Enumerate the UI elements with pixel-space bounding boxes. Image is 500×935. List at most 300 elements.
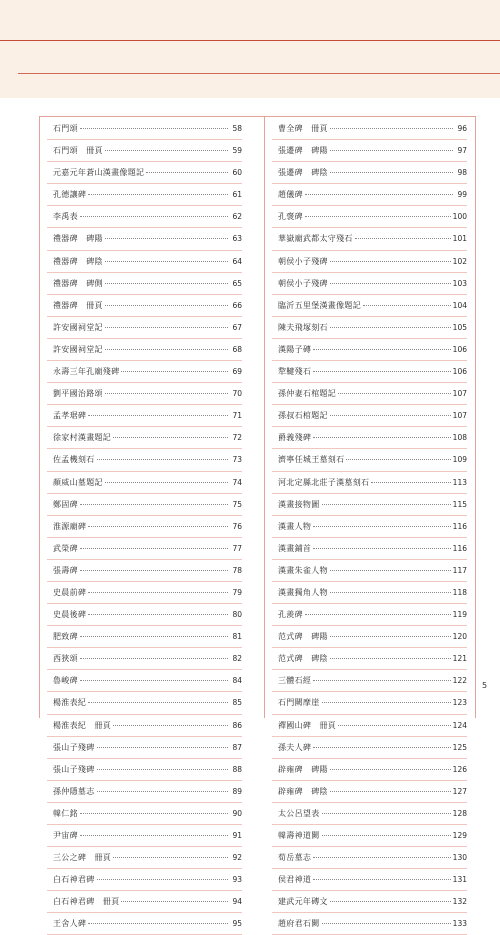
toc-entry bbox=[47, 273, 242, 295]
toc-entry-title: 孟孝琚碑 bbox=[53, 411, 87, 421]
dot-leader bbox=[330, 128, 453, 129]
toc-entry bbox=[272, 913, 467, 935]
toc-entry-title: 張壽碑 bbox=[53, 565, 78, 575]
toc-entry-page: 62 bbox=[232, 212, 242, 222]
toc-entry-page: 120 bbox=[452, 632, 467, 642]
toc-entry-page: 75 bbox=[232, 499, 242, 509]
toc-entry-page: 116 bbox=[452, 543, 467, 553]
header-band bbox=[0, 0, 500, 98]
toc-entry-page: 98 bbox=[457, 168, 467, 178]
toc-entry bbox=[272, 251, 467, 273]
dot-leader bbox=[313, 526, 450, 527]
toc-entry bbox=[47, 648, 242, 670]
dot-leader bbox=[80, 658, 228, 659]
toc-entry-title: 漢畫接物圖 bbox=[278, 499, 320, 509]
toc-entry-title: 楊淮表紀 bbox=[53, 698, 87, 708]
dot-leader bbox=[371, 482, 450, 483]
toc-entry bbox=[47, 847, 242, 869]
toc-entry-page: 89 bbox=[232, 786, 242, 796]
toc-entry-page: 58 bbox=[232, 124, 242, 133]
toc-entry-page: 71 bbox=[232, 411, 242, 421]
toc-entry-page: 109 bbox=[452, 455, 467, 465]
toc-entry-page: 106 bbox=[452, 344, 467, 354]
toc-entry-page: 99 bbox=[457, 190, 467, 200]
toc-entry-title: 朝侯小子殘碑 bbox=[278, 256, 328, 266]
toc-entry bbox=[47, 692, 242, 714]
toc-entry-title: 漢陽子磚 bbox=[278, 344, 312, 354]
toc-entry-title: 荀岳墓志 bbox=[278, 853, 312, 863]
dot-leader bbox=[80, 216, 228, 217]
toc-entry-title: 河北定縣北莊子漢墓刻石 bbox=[278, 477, 370, 487]
dot-leader bbox=[105, 150, 228, 151]
dot-leader bbox=[97, 747, 229, 748]
toc-entry-page: 97 bbox=[457, 146, 467, 156]
toc-entry-page: 133 bbox=[452, 919, 467, 929]
toc-entry-title: 許安國祠堂記 bbox=[53, 344, 103, 354]
toc-entry bbox=[272, 383, 467, 405]
dot-leader bbox=[105, 482, 228, 483]
toc-entry-title: 白石神君碑 bbox=[53, 875, 95, 885]
toc-entry-page: 87 bbox=[232, 742, 242, 752]
toc-entry-page: 125 bbox=[452, 742, 467, 752]
toc-entry bbox=[272, 317, 467, 339]
toc-entry bbox=[272, 715, 467, 737]
toc-entry-page: 60 bbox=[232, 168, 242, 178]
toc-entry-title: 范式碑 碑陰 bbox=[278, 654, 328, 664]
column-divider bbox=[264, 116, 265, 718]
toc-entry bbox=[272, 206, 467, 228]
toc-entry bbox=[47, 869, 242, 891]
dot-leader bbox=[363, 305, 451, 306]
toc-entry bbox=[272, 339, 467, 361]
toc-entry bbox=[47, 295, 242, 317]
dot-leader bbox=[105, 305, 228, 306]
toc-entry-title: 三體石經 bbox=[278, 676, 312, 686]
toc-entry bbox=[47, 339, 242, 361]
toc-entry bbox=[47, 472, 242, 494]
dot-leader bbox=[322, 813, 451, 814]
dot-leader bbox=[305, 614, 451, 615]
toc-right-column bbox=[272, 118, 467, 935]
toc-entry bbox=[272, 118, 467, 140]
toc-entry bbox=[272, 847, 467, 869]
toc-entry-page: 119 bbox=[452, 610, 467, 620]
toc-entry-page: 126 bbox=[452, 764, 467, 774]
toc-entry-page: 68 bbox=[232, 344, 242, 354]
toc-entry-page: 59 bbox=[232, 146, 242, 156]
toc-entry-title: 孔羨碑 bbox=[278, 610, 303, 620]
toc-entry-title: 禪國山碑 冊頁 bbox=[278, 720, 337, 730]
toc-entry-title: 漢畫鋪首 bbox=[278, 543, 312, 553]
toc-entry-title: 禮器碑 碑側 bbox=[53, 278, 103, 288]
toc-entry-title: 禮器碑 冊頁 bbox=[53, 300, 103, 310]
toc-entry bbox=[47, 206, 242, 228]
toc-entry-title: 三公之碑 冊頁 bbox=[53, 853, 112, 863]
toc-entry-title: 孔德讓碑 bbox=[53, 190, 87, 200]
dot-leader bbox=[97, 879, 229, 880]
toc-entry-page: 123 bbox=[452, 698, 467, 708]
toc-entry bbox=[47, 781, 242, 803]
toc-entry-title: 漢畫朱雀人物 bbox=[278, 565, 328, 575]
toc-entry bbox=[272, 648, 467, 670]
toc-entry-page: 100 bbox=[452, 212, 467, 222]
toc-entry-page: 108 bbox=[452, 433, 467, 443]
toc-entry-title: 張山子殘碑 bbox=[53, 764, 95, 774]
dot-leader bbox=[330, 570, 451, 571]
toc-entry-title: 朝侯小子殘碑 bbox=[278, 278, 328, 288]
toc-entry-page: 65 bbox=[232, 278, 242, 288]
dot-leader bbox=[330, 172, 453, 173]
toc-entry-page: 94 bbox=[232, 897, 242, 907]
dot-leader bbox=[80, 570, 228, 571]
toc-entry-page: 103 bbox=[452, 278, 467, 288]
toc-entry bbox=[272, 295, 467, 317]
toc-entry-title: 尹宙碑 bbox=[53, 831, 78, 840]
toc-entry-page: 116 bbox=[452, 521, 467, 531]
toc-entry-title: 淮源廟碑 bbox=[53, 521, 87, 531]
dot-leader bbox=[330, 658, 451, 659]
toc-entry-page: 131 bbox=[452, 875, 467, 885]
toc-entry-title: 辟雍碑 碑陰 bbox=[278, 786, 328, 796]
toc-entry-title: 武榮碑 bbox=[53, 543, 78, 553]
toc-entry-page: 107 bbox=[452, 411, 467, 421]
dot-leader bbox=[305, 194, 453, 195]
toc-entry-page: 124 bbox=[452, 720, 467, 730]
toc-entry bbox=[272, 273, 467, 295]
toc-entry bbox=[47, 560, 242, 582]
toc-entry-title: 永壽三年孔廟殘碑 bbox=[53, 367, 120, 377]
toc-entry bbox=[272, 405, 467, 427]
toc-entry-page: 67 bbox=[232, 322, 242, 332]
dot-leader bbox=[105, 349, 228, 350]
dot-leader bbox=[88, 415, 228, 416]
toc-entry-page: 72 bbox=[232, 433, 242, 443]
toc-entry-title: 石門闕摩崖 bbox=[278, 698, 320, 708]
toc-entry-title: 楊淮表紀 冊頁 bbox=[53, 720, 112, 730]
toc-entry-page: 129 bbox=[452, 831, 467, 840]
toc-entry bbox=[47, 891, 242, 913]
toc-entry bbox=[47, 626, 242, 648]
toc-entry bbox=[47, 803, 242, 825]
dot-leader bbox=[80, 835, 228, 836]
toc-entry-page: 63 bbox=[232, 234, 242, 244]
toc-entry-title: 臨沂五里堡漢畫像題記 bbox=[278, 300, 361, 310]
toc-entry-page: 128 bbox=[452, 808, 467, 818]
dot-leader bbox=[338, 393, 451, 394]
toc-entry bbox=[272, 184, 467, 206]
toc-entry-title: 濟寧任城王墓刻石 bbox=[278, 455, 345, 465]
dot-leader bbox=[97, 769, 229, 770]
toc-entry-title: 禮器碑 碑陰 bbox=[53, 256, 103, 266]
toc-entry bbox=[47, 825, 242, 847]
dot-leader bbox=[97, 791, 229, 792]
toc-entry bbox=[272, 560, 467, 582]
toc-entry-page: 76 bbox=[232, 521, 242, 531]
toc-entry-page: 117 bbox=[452, 565, 467, 575]
toc-entry-page: 91 bbox=[232, 831, 242, 840]
toc-entry-title: 佐孟機刻石 bbox=[53, 455, 95, 465]
toc-entry bbox=[47, 405, 242, 427]
toc-entry bbox=[272, 162, 467, 184]
toc-entry-title: 范式碑 碑陽 bbox=[278, 632, 328, 642]
toc-entry bbox=[272, 759, 467, 781]
dot-leader bbox=[80, 504, 228, 505]
dot-leader bbox=[322, 835, 451, 836]
toc-entry-title: 爵義殘碑 bbox=[278, 433, 312, 443]
toc-entry-page: 106 bbox=[452, 367, 467, 377]
toc-entry bbox=[272, 737, 467, 759]
toc-entry-page: 80 bbox=[232, 610, 242, 620]
toc-entry-title: 孫仲妻石棺題記 bbox=[278, 389, 337, 399]
toc-entry-page: 64 bbox=[232, 256, 242, 266]
dot-leader bbox=[322, 702, 451, 703]
toc-entry-title: 禮器碑 碑陽 bbox=[53, 234, 103, 244]
toc-left-column bbox=[47, 118, 242, 935]
dot-leader bbox=[313, 879, 450, 880]
toc-entry-page: 118 bbox=[452, 587, 467, 597]
dot-leader bbox=[313, 371, 450, 372]
toc-entry-title: 孫仲隱墓志 bbox=[53, 786, 95, 796]
dot-leader bbox=[105, 393, 228, 394]
dot-leader bbox=[330, 791, 451, 792]
toc-entry-title: 王舍人碑 bbox=[53, 919, 87, 929]
toc-entry-title: 漢畫獨角人物 bbox=[278, 587, 328, 597]
toc-entry bbox=[47, 604, 242, 626]
toc-entry bbox=[272, 427, 467, 449]
dot-leader bbox=[105, 327, 228, 328]
toc-entry-title: 魯峻碑 bbox=[53, 676, 78, 686]
dot-leader bbox=[355, 238, 451, 239]
toc-entry-page: 95 bbox=[232, 919, 242, 929]
toc-entry-title: 韓仁銘 bbox=[53, 808, 78, 818]
toc-entry bbox=[47, 184, 242, 206]
dot-leader bbox=[322, 504, 451, 505]
toc-entry-title: 太公呂望表 bbox=[278, 808, 320, 818]
toc-entry-page: 96 bbox=[457, 124, 467, 133]
toc-entry bbox=[47, 383, 242, 405]
dot-leader bbox=[313, 857, 450, 858]
toc-entry-title: 肥致碑 bbox=[53, 632, 78, 642]
dot-leader bbox=[80, 128, 228, 129]
dot-leader bbox=[305, 216, 451, 217]
toc-entry-title: 犂鞬殘石 bbox=[278, 367, 312, 377]
toc-entry bbox=[272, 361, 467, 383]
toc-entry-title: 漢畫人物 bbox=[278, 521, 312, 531]
dot-leader bbox=[346, 459, 450, 460]
toc-entry-title: 李禹表 bbox=[53, 212, 78, 222]
dot-leader bbox=[146, 172, 228, 173]
toc-entry-page: 85 bbox=[232, 698, 242, 708]
toc-entry-page: 74 bbox=[232, 477, 242, 487]
toc-entry-page: 132 bbox=[452, 897, 467, 907]
dot-leader bbox=[80, 636, 228, 637]
toc-entry-page: 81 bbox=[232, 632, 242, 642]
dot-leader bbox=[322, 923, 451, 924]
dot-leader bbox=[313, 747, 450, 748]
toc-entry bbox=[47, 913, 242, 935]
toc-entry bbox=[272, 825, 467, 847]
toc-entry bbox=[47, 494, 242, 516]
toc-entry-page: 107 bbox=[452, 389, 467, 399]
toc-entry-page: 127 bbox=[452, 786, 467, 796]
toc-entry bbox=[47, 715, 242, 737]
page-number: 5 bbox=[482, 681, 488, 690]
toc-entry bbox=[272, 538, 467, 560]
dot-leader bbox=[330, 283, 451, 284]
toc-entry-title: 華嶽廟武都太守殘石 bbox=[278, 234, 353, 244]
toc-entry bbox=[272, 869, 467, 891]
dot-leader bbox=[330, 327, 451, 328]
toc-entry bbox=[47, 251, 242, 273]
dot-leader bbox=[88, 614, 228, 615]
toc-entry bbox=[47, 361, 242, 383]
dot-leader bbox=[97, 459, 229, 460]
dot-leader bbox=[88, 592, 228, 593]
dot-leader bbox=[88, 702, 228, 703]
toc-entry-title: 白石神君碑 冊頁 bbox=[53, 897, 120, 907]
toc-entry-page: 84 bbox=[232, 676, 242, 686]
toc-entry-title: 鄭固碑 bbox=[53, 499, 78, 509]
dot-leader bbox=[80, 813, 228, 814]
dot-leader bbox=[338, 725, 451, 726]
toc-entry bbox=[272, 582, 467, 604]
toc-entry-page: 102 bbox=[452, 256, 467, 266]
toc-entry-page: 69 bbox=[232, 367, 242, 377]
toc-entry-title: 辟雍碑 碑陽 bbox=[278, 764, 328, 774]
dot-leader bbox=[105, 261, 228, 262]
dot-leader bbox=[330, 415, 451, 416]
dot-leader bbox=[88, 923, 228, 924]
toc-entry bbox=[47, 538, 242, 560]
dot-leader bbox=[121, 901, 228, 902]
toc-entry-title: 建武元年磚文 bbox=[278, 897, 328, 907]
toc-entry-title: 侯君神道 bbox=[278, 875, 312, 885]
toc-entry-page: 78 bbox=[232, 565, 242, 575]
toc-entry bbox=[272, 472, 467, 494]
toc-entry-title: 孫夫人碑 bbox=[278, 742, 312, 752]
toc-entry bbox=[47, 118, 242, 140]
toc-entry bbox=[272, 692, 467, 714]
toc-entry-title: 趙儀碑 bbox=[278, 190, 303, 200]
toc-entry-title: 石門頌 bbox=[53, 124, 78, 133]
dot-leader bbox=[330, 150, 453, 151]
dot-leader bbox=[313, 349, 450, 350]
toc-entry-title: 孔褒碑 bbox=[278, 212, 303, 222]
toc-entry bbox=[47, 737, 242, 759]
dot-leader bbox=[313, 680, 450, 681]
toc-entry-title: 張遷碑 碑陰 bbox=[278, 168, 328, 178]
toc-entry-title: 石門頌 冊頁 bbox=[53, 146, 103, 156]
toc-entry-page: 77 bbox=[232, 543, 242, 553]
toc-entry bbox=[47, 140, 242, 162]
toc-entry-page: 93 bbox=[232, 875, 242, 885]
toc-entry bbox=[272, 891, 467, 913]
toc-entry-title: 西狹頌 bbox=[53, 654, 78, 664]
dot-leader bbox=[313, 437, 450, 438]
toc-entry-page: 90 bbox=[232, 808, 242, 818]
toc-entry-title: 趙府君石闕 bbox=[278, 919, 320, 929]
dot-leader bbox=[88, 194, 228, 195]
dot-leader bbox=[105, 283, 228, 284]
toc-entry-page: 101 bbox=[452, 234, 467, 244]
toc-entry-page: 88 bbox=[232, 764, 242, 774]
toc-entry bbox=[272, 228, 467, 250]
dot-leader bbox=[113, 725, 228, 726]
dot-leader bbox=[113, 437, 228, 438]
toc-entry bbox=[47, 449, 242, 471]
toc-entry bbox=[272, 803, 467, 825]
toc-entry-title: 元嘉元年蒼山漢畫像題記 bbox=[53, 168, 145, 178]
toc-entry bbox=[47, 317, 242, 339]
toc-entry bbox=[272, 140, 467, 162]
toc-entry-page: 82 bbox=[232, 654, 242, 664]
toc-entry-title: 史晨後碑 bbox=[53, 610, 87, 620]
toc-entry bbox=[272, 604, 467, 626]
toc-entry-title: 史晨前碑 bbox=[53, 587, 87, 597]
toc-entry bbox=[47, 670, 242, 692]
toc-entry-page: 122 bbox=[452, 676, 467, 686]
dot-leader bbox=[313, 548, 450, 549]
toc-entry-title: 孫叔石棺題記 bbox=[278, 411, 328, 421]
toc-entry-page: 66 bbox=[232, 300, 242, 310]
toc-entry-title: 許安國祠堂記 bbox=[53, 322, 103, 332]
dot-leader bbox=[105, 238, 228, 239]
toc-entry-title: 韓壽神道闕 bbox=[278, 831, 320, 840]
toc-entry-title: 陳夫飛塚刻石 bbox=[278, 322, 328, 332]
toc-entry-page: 73 bbox=[232, 455, 242, 465]
toc-entry bbox=[272, 670, 467, 692]
header-rule-top bbox=[0, 40, 500, 41]
toc-entry-page: 115 bbox=[452, 499, 467, 509]
toc-entry bbox=[272, 781, 467, 803]
toc-entry bbox=[272, 626, 467, 648]
toc-entry bbox=[47, 228, 242, 250]
toc-entry-page: 70 bbox=[232, 389, 242, 399]
toc-entry-page: 105 bbox=[452, 322, 467, 332]
toc-entry-title: 徐家村漢畫題記 bbox=[53, 433, 112, 443]
dot-leader bbox=[80, 548, 228, 549]
toc-entry bbox=[47, 582, 242, 604]
toc-entry bbox=[272, 449, 467, 471]
toc-entry bbox=[47, 427, 242, 449]
toc-entry-title: 劉平國治路頌 bbox=[53, 389, 103, 399]
toc-entry bbox=[272, 516, 467, 538]
dot-leader bbox=[88, 526, 228, 527]
dot-leader bbox=[80, 680, 228, 681]
dot-leader bbox=[121, 371, 228, 372]
toc-entry-page: 121 bbox=[452, 654, 467, 664]
toc-entry bbox=[272, 494, 467, 516]
toc-entry-page: 92 bbox=[232, 853, 242, 863]
toc-entry-title: 張遷碑 碑陽 bbox=[278, 146, 328, 156]
dot-leader bbox=[330, 901, 451, 902]
dot-leader bbox=[330, 769, 451, 770]
toc-entry-title: 張山子殘碑 bbox=[53, 742, 95, 752]
dot-leader bbox=[113, 857, 228, 858]
toc-entry bbox=[47, 759, 242, 781]
toc-entry bbox=[47, 516, 242, 538]
toc-entry-page: 104 bbox=[452, 300, 467, 310]
dot-leader bbox=[330, 261, 451, 262]
toc-entry-page: 86 bbox=[232, 720, 242, 730]
toc-entry-page: 113 bbox=[452, 477, 467, 487]
toc-entry-page: 130 bbox=[452, 853, 467, 863]
toc-entry-title: 顏威山墓題記 bbox=[53, 477, 103, 487]
dot-leader bbox=[330, 636, 451, 637]
toc-entry-title: 曹全碑 冊頁 bbox=[278, 124, 328, 133]
toc-entry-page: 79 bbox=[232, 587, 242, 597]
dot-leader bbox=[330, 592, 451, 593]
